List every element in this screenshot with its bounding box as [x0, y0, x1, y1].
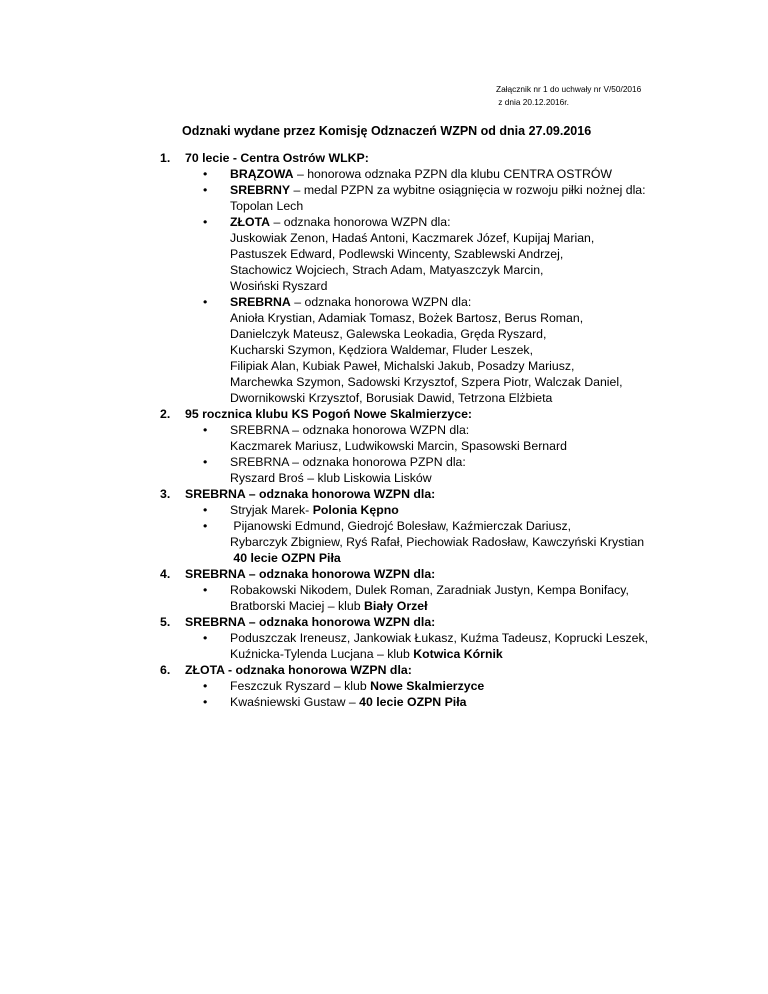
- item-text: – medal PZPN za wybitne osiągnięcia w rozwoju piłki nożnej dla:: [290, 183, 646, 197]
- section-heading: ZŁOTA - odznaka honorowa WZPN dla:: [185, 663, 412, 677]
- section-number: 6.: [160, 663, 171, 677]
- section-number: 2.: [160, 407, 171, 421]
- annex-line-2: z dnia 20.12.2016r.: [496, 97, 569, 107]
- item-line: [230, 310, 670, 326]
- item-text: Pastuszek Edward, Podlewski Wincenty, Szablewski Andrzej,: [230, 247, 564, 261]
- section-2: [0, 406, 768, 486]
- item-text: SREBRNA – odznaka honorowa WZPN dla:: [230, 423, 470, 437]
- item-text: Rybarczyk Zbigniew, Ryś Rafał, Piechowiak Radosław, Kawczyński Krystian: [230, 535, 645, 549]
- section-6: [0, 662, 768, 710]
- list-item: [0, 518, 670, 566]
- awards-list: [0, 150, 768, 710]
- item-line: [230, 598, 670, 614]
- item-text: Robakowski Nikodem, Dulek Roman, Zaradniak Justyn, Kempa Bonifacy,: [230, 583, 629, 597]
- list-item: [0, 182, 670, 214]
- section-3: [0, 486, 768, 566]
- item-text: Pijanowski Edmund, Giedrojć Bolesław, Kaźmierczak Dariusz,: [230, 519, 572, 533]
- bullet-icon: •: [203, 519, 208, 533]
- item-line: [230, 694, 670, 710]
- item-text: Bratborski Maciej – klub: [230, 599, 364, 613]
- item-line: [230, 630, 670, 646]
- section-4: [0, 566, 768, 614]
- item-line: [230, 230, 670, 246]
- item-text: Anioła Krystian, Adamiak Tomasz, Bożek Bartosz, Berus Roman,: [230, 311, 584, 325]
- item-text: Feszczuk Ryszard – klub: [230, 679, 371, 693]
- item-line: [230, 182, 670, 198]
- list-item: [0, 214, 670, 294]
- item-line: [230, 582, 670, 598]
- item-line: [230, 422, 670, 438]
- bullet-icon: •: [203, 695, 208, 709]
- item-text: Wosiński Ryszard: [230, 279, 328, 293]
- item-text: Dwornikowski Krzysztof, Borusiak Dawid, Tetrzona Elżbieta: [230, 391, 553, 405]
- item-line: [230, 518, 670, 534]
- club-name: 40 lecie OZPN Piła: [359, 695, 467, 709]
- item-text: Kucharski Szymon, Kędziora Waldemar, Fluder Leszek,: [230, 343, 533, 357]
- list-item: [0, 502, 670, 518]
- item-line: [230, 342, 670, 358]
- bullet-icon: •: [203, 631, 208, 645]
- item-text: Filipiak Alan, Kubiak Paweł, Michalski Jakub, Posadzy Mariusz,: [230, 359, 575, 373]
- item-text: Kaczmarek Mariusz, Ludwikowski Marcin, Spasowski Bernard: [230, 439, 567, 453]
- item-line: [230, 502, 670, 518]
- item-line: [230, 534, 670, 550]
- list-item: [0, 454, 670, 486]
- award-level: BRĄZOWA: [230, 167, 294, 181]
- bullet-icon: •: [203, 679, 208, 693]
- item-line: [230, 374, 670, 390]
- item-line: [230, 646, 670, 662]
- item-line: [230, 278, 670, 294]
- item-line: [230, 294, 670, 310]
- item-text: – odznaka honorowa WZPN dla:: [270, 215, 451, 229]
- list-item: [0, 294, 670, 406]
- award-level: SREBRNY: [230, 183, 291, 197]
- item-text: Kuźnicka-Tylenda Lucjana – klub: [230, 647, 414, 661]
- award-level: SREBRNA: [230, 295, 291, 309]
- item-line: [230, 326, 670, 342]
- club-name: Kotwica Kórnik: [413, 647, 503, 661]
- section-number: 3.: [160, 487, 171, 501]
- bullet-icon: •: [203, 215, 208, 229]
- list-item: [0, 582, 670, 614]
- list-item: [0, 422, 670, 454]
- award-level: ZŁOTA: [230, 215, 271, 229]
- item-line: [230, 678, 670, 694]
- item-text: SREBRNA – odznaka honorowa PZPN dla:: [230, 455, 466, 469]
- item-line: [230, 214, 670, 230]
- section-number: 1.: [160, 151, 171, 165]
- item-line: [230, 198, 670, 214]
- item-text: Stachowicz Wojciech, Strach Adam, Matyaszczyk Marcin,: [230, 263, 544, 277]
- list-item: [0, 630, 670, 662]
- section-number: 5.: [160, 615, 171, 629]
- bullet-icon: •: [203, 503, 208, 517]
- section-5: [0, 614, 768, 662]
- list-item: [0, 166, 670, 182]
- bullet-icon: •: [203, 295, 208, 309]
- item-text: Marchewka Szymon, Sadowski Krzysztof, Szpera Piotr, Walczak Daniel,: [230, 375, 623, 389]
- bullet-icon: •: [203, 583, 208, 597]
- bullet-icon: •: [203, 167, 208, 181]
- event-name: 40 lecie OZPN Piła: [230, 551, 341, 565]
- annex-note: [496, 83, 641, 109]
- annex-line-1: Załącznik nr 1 do uchwały nr V/50/2016: [496, 84, 642, 94]
- item-line: [230, 358, 670, 374]
- bullet-icon: •: [203, 183, 208, 197]
- item-line: [230, 438, 670, 454]
- bullet-icon: •: [203, 423, 208, 437]
- item-line: [230, 262, 670, 278]
- item-text: Stryjak Marek-: [230, 503, 313, 517]
- item-line: [230, 470, 670, 486]
- item-text: Juskowiak Zenon, Hadaś Antoni, Kaczmarek Józef, Kupijaj Marian,: [230, 231, 595, 245]
- item-line: [230, 246, 670, 262]
- section-1: [0, 150, 768, 406]
- item-text: Poduszczak Ireneusz, Jankowiak Łukasz, Kuźma Tadeusz, Koprucki Leszek,: [230, 631, 649, 645]
- item-line: [230, 454, 670, 470]
- item-text: Ryszard Broś – klub Liskowia Lisków: [230, 471, 432, 485]
- section-heading: SREBRNA – odznaka honorowa WZPN dla:: [185, 567, 436, 581]
- item-text: – odznaka honorowa WZPN dla:: [290, 295, 472, 309]
- item-line: [230, 166, 670, 182]
- section-heading: SREBRNA – odznaka honorowa WZPN dla:: [185, 615, 436, 629]
- club-name: Nowe Skalmierzyce: [370, 679, 485, 693]
- item-text: – honorowa odznaka PZPN dla klubu CENTRA OSTRÓW: [293, 167, 613, 181]
- section-heading: SREBRNA – odznaka honorowa WZPN dla:: [185, 487, 436, 501]
- item-line: [230, 390, 670, 406]
- section-heading: 95 rocznica klubu KS Pogoń Nowe Skalmierzyce:: [185, 407, 473, 421]
- section-heading: 70 lecie - Centra Ostrów WLKP:: [185, 151, 369, 165]
- item-text: Danielczyk Mateusz, Galewska Leokadia, Gręda Ryszard,: [230, 327, 547, 341]
- item-text: Kwaśniewski Gustaw –: [230, 695, 360, 709]
- club-name: Polonia Kępno: [312, 503, 399, 517]
- bullet-icon: •: [203, 455, 208, 469]
- list-item: [0, 694, 670, 710]
- section-number: 4.: [160, 567, 171, 581]
- list-item: [0, 678, 670, 694]
- item-text: Topolan Lech: [230, 199, 304, 213]
- document-title: Odznaki wydane przez Komisję Odznaczeń WZPN od dnia 27.09.2016: [182, 124, 592, 138]
- club-name: Biały Orzeł: [363, 599, 428, 613]
